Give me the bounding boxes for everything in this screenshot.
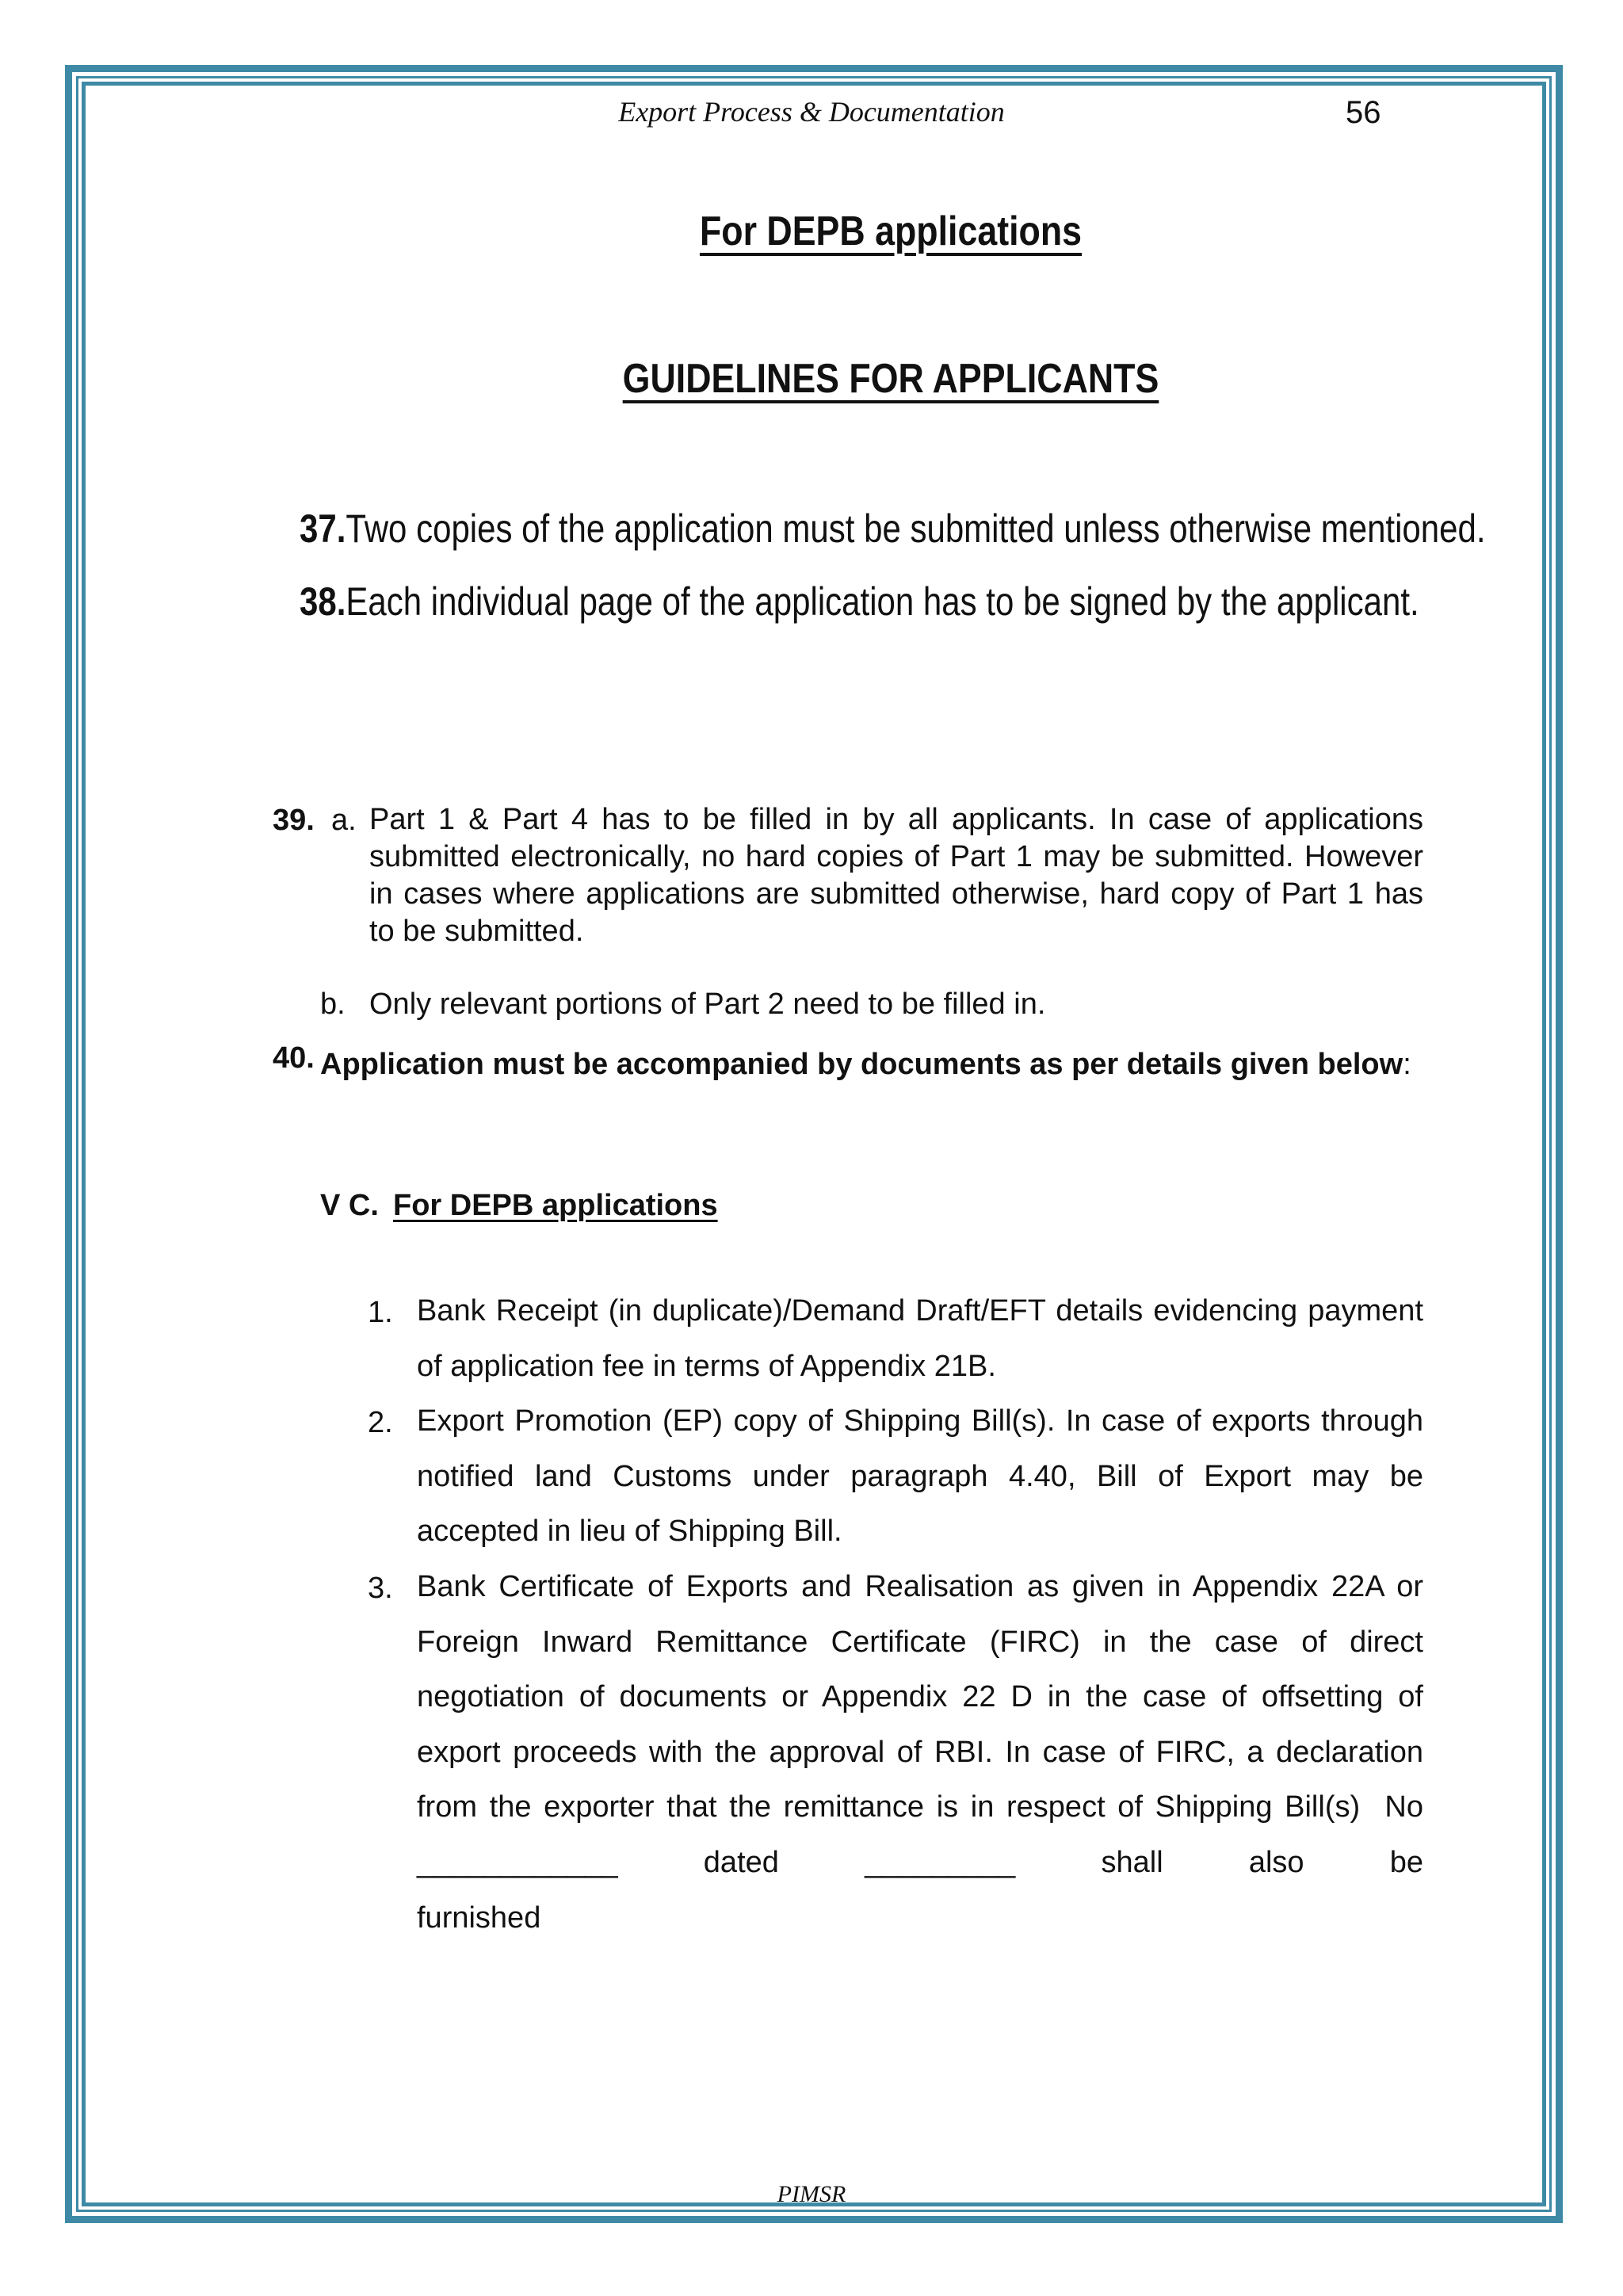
section-vc-prefix: V C. (320, 1189, 379, 1222)
list-item-text-continued: furnished (417, 1901, 541, 1935)
list-item-text: Bank Certificate of Exports and Realisation as given in Appendix 22A or Foreign Inward Remittance Certificate (FIRC) in the case of direct negotiation of documents or Appendix 22 D in the case of offsetting of export proceeds with the approval of RBI. In case of FIRC, a declaration from the exporter that the remittance is in respect of Shipping Bill(s) No ____________ dated _________ shall also be (417, 1570, 1432, 1879)
item-39b-text: Only relevant portions of Part 2 need to be filled in. (369, 988, 1046, 1021)
guideline-number: 38. (300, 579, 346, 624)
guideline-text: Two copies of the application must be submitted unless otherwise mentioned. (346, 506, 1486, 551)
list-item-number: 1. (368, 1296, 393, 1329)
page-number: 56 (1346, 95, 1381, 130)
sub-heading: GUIDELINES FOR APPLICANTS (622, 356, 1159, 402)
item-40-number: 40. (273, 1041, 315, 1075)
item-40-text (320, 1037, 1423, 1092)
guideline-item (300, 579, 1419, 625)
guideline-number: 37. (300, 506, 346, 551)
guideline-item (300, 506, 1486, 552)
guideline-text: Each individual page of the application has to be signed by the applicant. (346, 579, 1419, 624)
footer-text: PIMSR (777, 2181, 846, 2207)
list-item-text: Bank Receipt (in duplicate)/Demand Draft/EFT details evidencing payment of application fee in terms of Appendix 21B. (417, 1294, 1423, 1383)
item-39-number: 39. (273, 804, 315, 837)
section-vc-title: For DEPB applications (393, 1189, 718, 1222)
list-item-number: 3. (368, 1572, 393, 1605)
main-heading: For DEPB applications (699, 208, 1083, 254)
item-39a-text: Part 1 & Part 4 has to be filled in by all applicants. In case of applications submitted electronically, no hard copies of Part 1 may be submitted. However in cases where applications are submitted otherwise, hard copy of Part 1 has to be submitted. (369, 803, 1423, 948)
item-39a-label: a. (331, 804, 357, 837)
list-item-text: Export Promotion (EP) copy of Shipping Bill(s). In case of exports through notified land Customs under paragraph 4.40, Bill of Export may be accepted in lieu of Shipping Bill. (417, 1404, 1423, 1548)
item-40-suffix: : (1403, 1048, 1411, 1081)
item-39b-label: b. (320, 988, 346, 1021)
item-40-bold-text: Application must be accompanied by documents as per details given below (320, 1048, 1403, 1081)
running-title: Export Process & Documentation (618, 96, 1005, 128)
list-item-number: 2. (368, 1406, 393, 1439)
